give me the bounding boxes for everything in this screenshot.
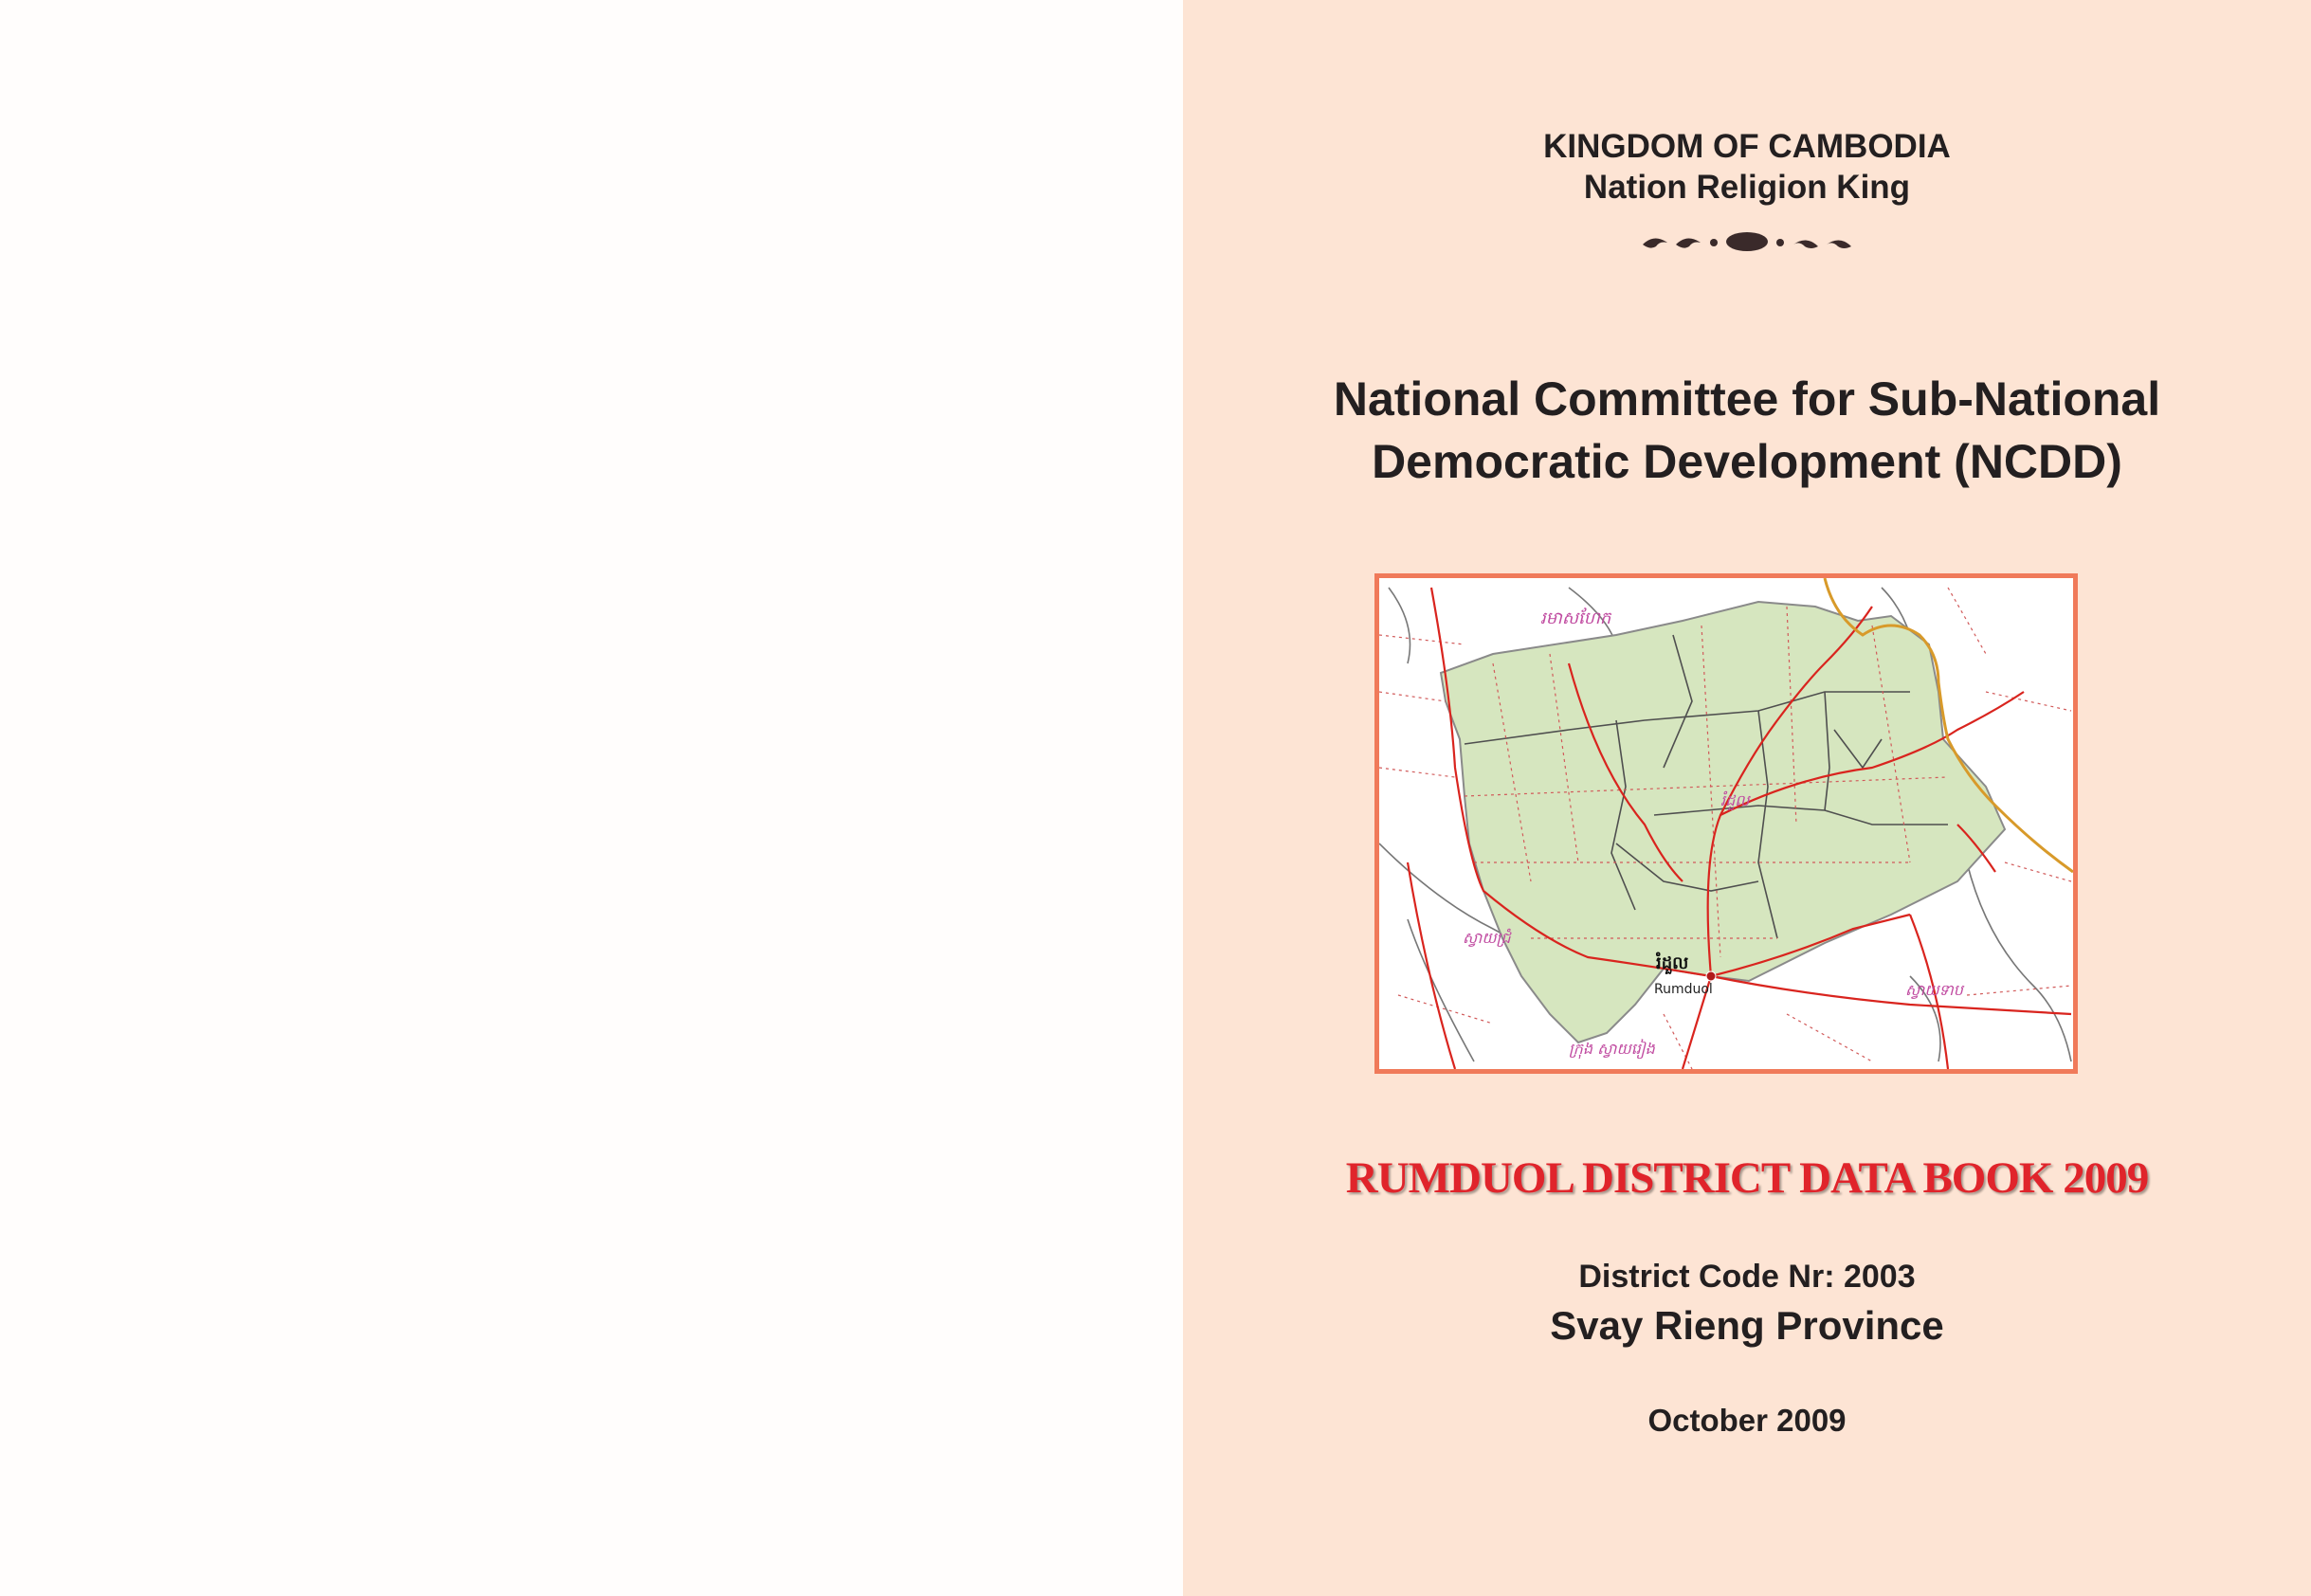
district-map-graphic [1379, 578, 2073, 1069]
place-label-left: ស្វាយជ្រំ [1463, 929, 1511, 947]
national-motto: Nation Religion King [1583, 169, 1911, 206]
place-label-top: រមាសហែក [1540, 608, 1611, 628]
book-title: RUMDUOL DISTRICT DATA BOOK 2009 [1345, 1153, 2149, 1203]
town-label: Rumduol [1654, 982, 1713, 997]
district-map [1374, 573, 2078, 1074]
committee-title-line1: National Committee for Sub-National [1333, 372, 2161, 426]
place-label-center: រំដួល [1720, 791, 1750, 809]
province-name: Svay Rieng Province [1550, 1303, 1944, 1348]
committee-title-line2: Democratic Development (NCDD) [1372, 435, 2122, 488]
town-marker-icon [1706, 971, 1716, 981]
committee-title [1183, 368, 2311, 493]
publication-date: October 2009 [1647, 1403, 1847, 1438]
kingdom-heading: KINGDOM OF CAMBODIA [1543, 128, 1951, 165]
district-code: District Code Nr: 2003 [1578, 1259, 1916, 1295]
place-label-right: ស្វាយទាប [1905, 981, 1963, 999]
cover-page [1183, 0, 2311, 1596]
town-label-khmer: រំដួល [1656, 953, 1689, 973]
ornament-divider-icon [1638, 226, 1856, 258]
district-area [1441, 602, 2005, 1043]
place-label-bottom: ក្រុង ស្វាយរៀង [1569, 1040, 1655, 1058]
